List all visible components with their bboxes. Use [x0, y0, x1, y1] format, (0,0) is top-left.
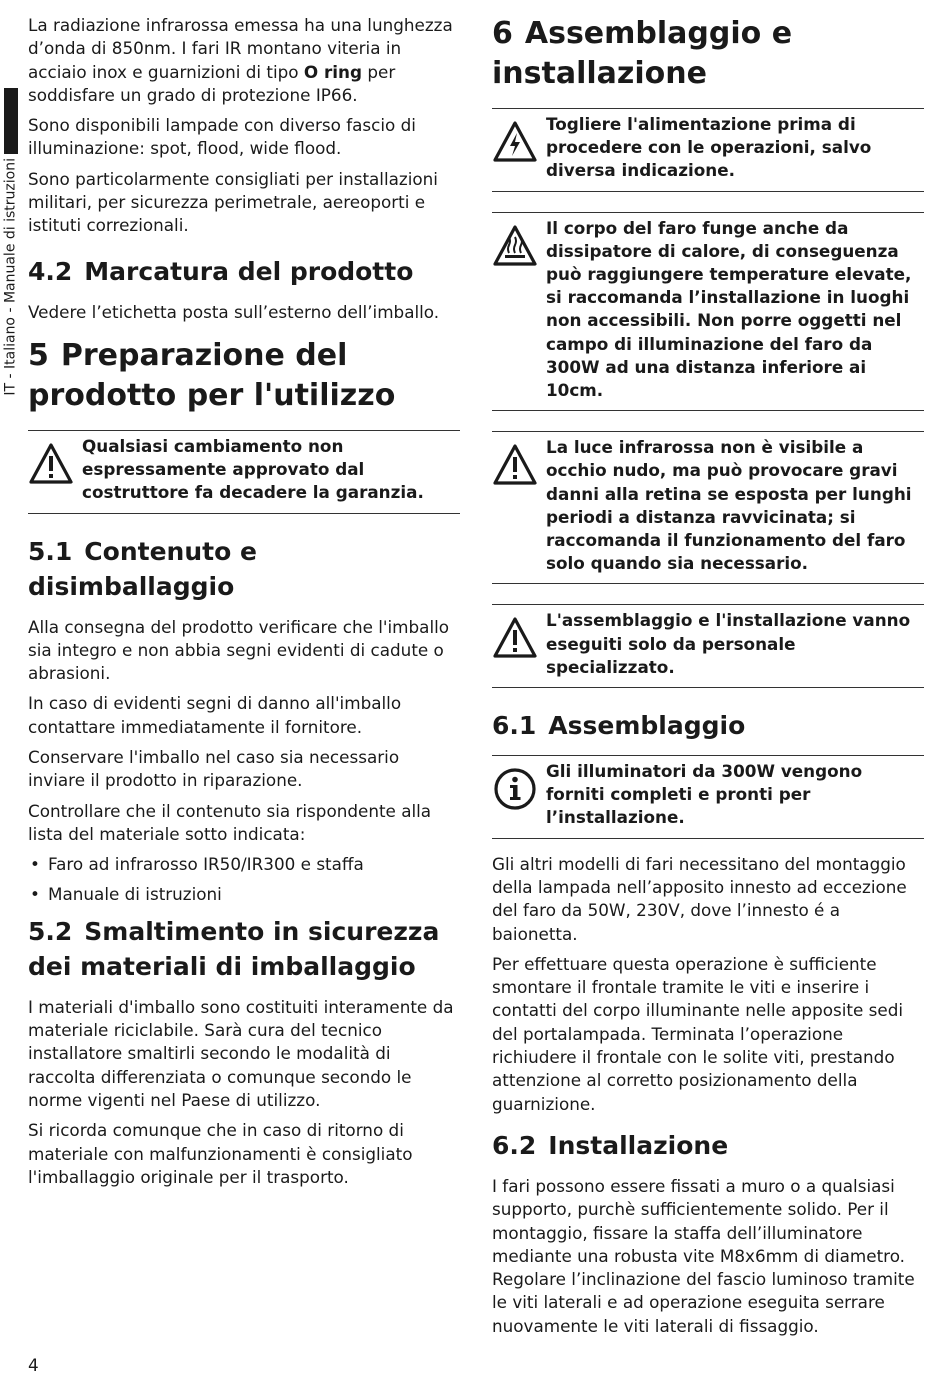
right-column [492, 14, 924, 1345]
info-note: Gli illuminatori da 300W vengono forniti completi e pronti per l’installazione. [492, 755, 924, 839]
section-5-1-paragraph-4: Controllare che il contenuto sia rispondente alla lista del materiale sotto indicata: [28, 800, 432, 844]
warning-triangle-icon [492, 442, 538, 488]
section-5-2-paragraph-1: I materiali d'imballo sono costituiti interamente da materiale riciclabile. Sarà cura del tecnico installatore smaltirli secondo le modalità di raccolta differenziata o comunque secondo le norme vigenti nel Paese di utilizzo. [28, 996, 454, 1111]
section-5-1-paragraph-2: In caso di evidenti segni di danno all'imballo contattare immediatamente il fornitore. [28, 693, 402, 737]
list-item: • Faro ad infrarosso IR50/IR300 e staffa [28, 853, 460, 876]
warning-note: Qualsiasi cambiamento non espressamente approvato dal costruttore fa decadere la garanzia. [28, 430, 460, 514]
contents-list [28, 853, 460, 906]
warning-triangle-icon [28, 441, 74, 487]
section-4-2-paragraph: Vedere l’etichetta posta sull’esterno dell’imballo. [28, 301, 440, 322]
section-6-2-heading: 6.2 Installazione [492, 1130, 729, 1160]
section-6-1-paragraph-1: Gli altri modelli di fari necessitano del montaggio della lampada nell’apposito innesto ad eccezione del faro da 50W, 230V, dove l’innesto é a baionetta. [492, 853, 907, 944]
intro-paragraph-2: Sono disponibili lampade con diverso fascio di illuminazione: spot, flood, wide flood. [28, 115, 416, 159]
section-6-2-paragraph-1: I fari possono essere fissati a muro o a qualsiasi supporto, purchè sufficientemente solido. Per il montaggio, fissare la staffa dell’illuminatore mediante una robusta vite M8x6mm di diametro. Regolare l’inclinazione del fascio luminoso tramite le viti laterali e ad operazione eseguita serrare nuovamente le viti laterali di fissaggio. [492, 1175, 915, 1336]
section-5-heading: 5 Preparazione del prodotto per l'utilizzo [28, 337, 396, 413]
infrared-warning-note: La luce infrarossa non è visibile a occhio nudo, ma può provocare gravi danni alla retina se esposta per lunghi periodi a distanza ravvicinata; si raccomanda il funzionamento del faro solo quando sia necessario. [492, 431, 924, 584]
section-5-1-paragraph-3: Conservare l'imballo nel caso sia necessario inviare il prodotto in riparazione. [28, 747, 400, 791]
section-5-1-paragraph-1: Alla consegna del prodotto verificare che l'imballo sia integro e non abbia segni evidenti di cadute o abrasioni. [28, 616, 450, 684]
electric-warning-note: Togliere l'alimentazione prima di procedere con le operazioni, salvo diversa indicazione. [492, 108, 924, 192]
section-5-2-paragraph-2: Si ricorda comunque che in caso di ritorno di materiale con malfunzionamenti è consigliato l'imballaggio originale per il trasporto. [28, 1120, 413, 1187]
info-icon [492, 766, 538, 812]
section-6-1-heading: 6.1 Assemblaggio [492, 711, 746, 741]
intro-paragraph-1: La radiazione infrarossa emessa ha una lunghezza d’onda di 850nm. I fari IR montano viteria in acciaio inox e guarnizioni di tipo O ring per soddisfare un grado di protezione IP66. [28, 15, 453, 105]
section-6-heading: 6 Assemblaggio e installazione [492, 16, 793, 91]
electric-hazard-icon [492, 119, 538, 165]
left-column [28, 14, 460, 1196]
page-number: 4 [28, 1355, 39, 1375]
hot-surface-warning-note: Il corpo del faro funge anche da dissipatore di calore, di conseguenza può raggiungere temperature elevate, si raccomanda l’installazione in luoghi non accessibili. Non porre oggetti nel campo di illuminazione del faro da 300W ad una distanza inferiore ai 10cm. [492, 212, 924, 412]
list-item: • Manuale di istruzioni [28, 883, 460, 906]
intro-paragraph-3: Sono particolarmente consigliati per installazioni militari, per sicurezza perimetrale, aereoporti e istituti correzionali. [28, 168, 438, 236]
section-4-2-heading: 4.2 Marcatura del prodotto [28, 256, 414, 286]
personnel-warning-note: L'assemblaggio e l'installazione vanno eseguiti solo da personale specializzato. [492, 604, 924, 688]
section-5-1-heading: 5.1 Contenuto e disimballaggio [28, 536, 257, 601]
side-tab-marker [4, 88, 18, 154]
section-5-2-heading: 5.2 Smaltimento in sicurezza dei materiali di imballaggio [28, 916, 440, 981]
section-6-1-paragraph-2: Per effettuare questa operazione è sufficiente smontare il frontale tramite le viti e inserire i contatti del corpo illuminante nelle apposite sedi del portalampada. Terminata l’operazione richiudere il frontale con le solite viti, prestando attenzione al corretto posizionamento della guarnizione. [492, 953, 904, 1114]
warning-triangle-icon [492, 615, 538, 661]
hot-surface-icon [492, 223, 538, 269]
